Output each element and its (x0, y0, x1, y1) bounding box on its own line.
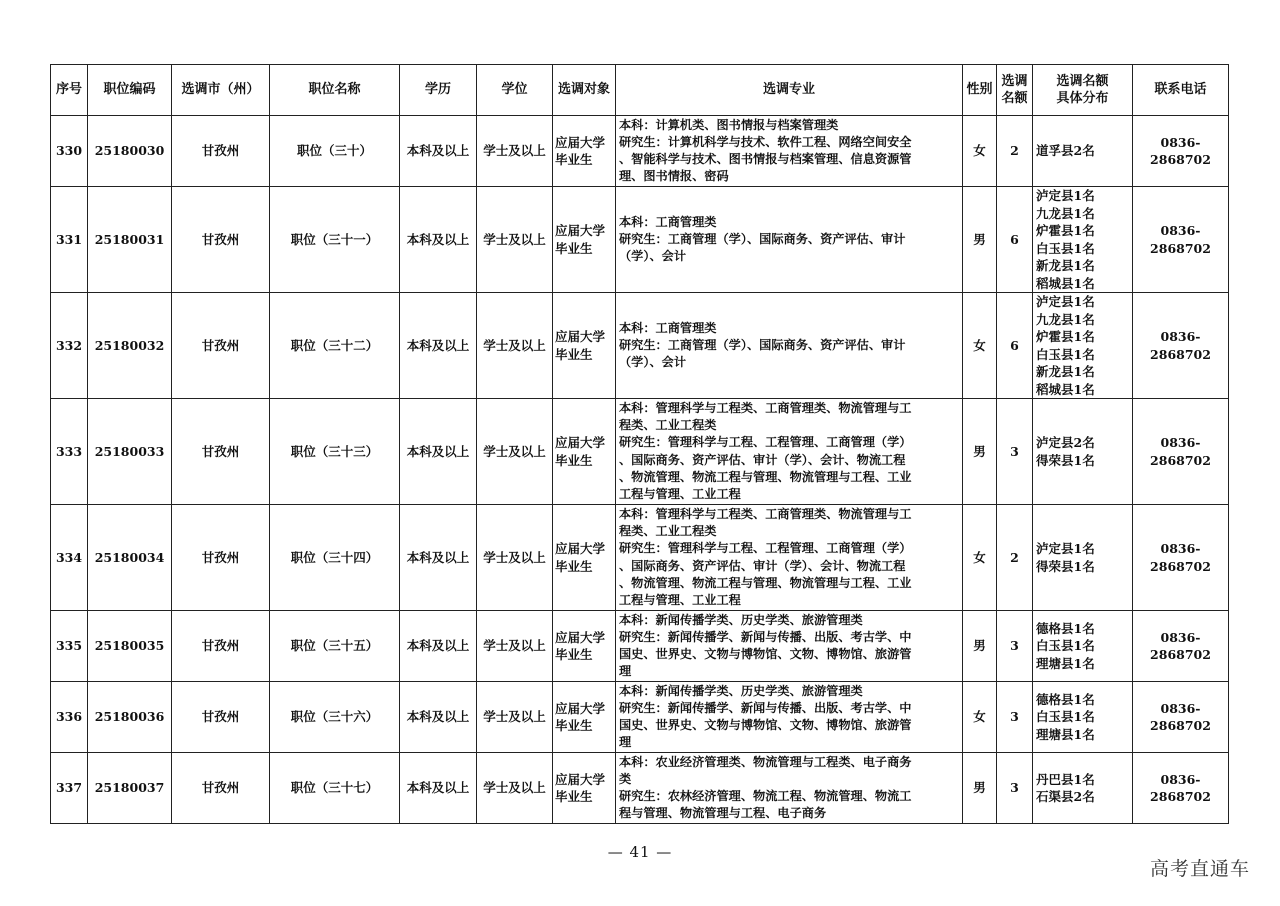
cell-position: 职位（三十一） (270, 187, 400, 293)
major-line: 理、图书情报、密码 (619, 169, 729, 184)
target-line: 应届大学 (555, 771, 606, 787)
cell-phone: 0836-2868702 (1133, 505, 1229, 611)
distribution-line: 新龙县1名 (1036, 364, 1095, 379)
major-line: 国史、世界史、文物与博物馆、文物、博物馆、旅游管 (619, 647, 912, 661)
target-line: 毕业生 (555, 789, 593, 804)
cell-code: 25180031 (88, 187, 172, 293)
cell-degree: 学士及以上 (477, 753, 553, 824)
major-line: 本科：管理科学与工程类、工商管理类、物流管理与工 (619, 400, 912, 415)
header-seq: 序号 (51, 65, 88, 116)
distribution-line: 理塘县1名 (1036, 655, 1095, 671)
major-line: 本科：计算机类、图书情报与档案管理类 (619, 117, 839, 132)
major-line: 研究生：计算机科学与技术、软件工程、网络空间安全 (619, 134, 912, 149)
cell-seq: 333 (51, 399, 88, 505)
cell-target (553, 116, 616, 187)
cell-quota: 6 (997, 187, 1033, 293)
cell-seq: 335 (51, 611, 88, 682)
header-distribution (1033, 65, 1133, 116)
cell-quota: 3 (997, 682, 1033, 753)
cell-distribution (1033, 116, 1133, 187)
distribution-line: 白玉县1名 (1036, 709, 1095, 725)
cell-degree: 学士及以上 (477, 293, 553, 399)
target-line: 毕业生 (555, 152, 593, 167)
distribution-line: 稻城县1名 (1036, 381, 1095, 397)
cell-code: 25180033 (88, 399, 172, 505)
major-line: 工程与管理、工业工程 (619, 592, 741, 607)
cell-city: 甘孜州 (172, 505, 270, 611)
distribution-line: 新龙县1名 (1036, 258, 1095, 273)
cell-position: 职位（三十五） (270, 611, 400, 682)
distribution-line: 白玉县1名 (1036, 240, 1095, 256)
header-major: 选调专业 (616, 65, 963, 116)
distribution-line: 得荣县1名 (1036, 558, 1095, 574)
distribution-line: 德格县1名 (1036, 620, 1095, 636)
cell-target (553, 682, 616, 753)
cell-distribution (1033, 505, 1133, 611)
cell-seq: 331 (51, 187, 88, 293)
cell-position: 职位（三十六） (270, 682, 400, 753)
distribution-line: 九龙县1名 (1036, 311, 1095, 327)
cell-degree: 学士及以上 (477, 399, 553, 505)
cell-quota: 6 (997, 293, 1033, 399)
table-row (51, 611, 1229, 682)
distribution-line: 泸定县1名 (1036, 541, 1095, 556)
cell-gender: 男 (963, 611, 997, 682)
header-degree: 学位 (477, 65, 553, 116)
cell-target (553, 187, 616, 293)
cell-major (616, 753, 963, 824)
major-line: 研究生：管理科学与工程、工程管理、工商管理（学） (619, 541, 912, 556)
major-line: 程与管理、物流管理与工程、电子商务 (619, 806, 827, 821)
header-position: 职位名称 (270, 65, 400, 116)
cell-city: 甘孜州 (172, 116, 270, 187)
cell-phone: 0836-2868702 (1133, 116, 1229, 187)
cell-phone: 0836-2868702 (1133, 293, 1229, 399)
distribution-line: 得荣县1名 (1036, 452, 1095, 468)
table-row (51, 682, 1229, 753)
major-line: 研究生：管理科学与工程、工程管理、工商管理（学） (619, 435, 912, 450)
major-line: 本科：新闻传播学类、历史学类、旅游管理类 (619, 683, 863, 698)
cell-quota: 2 (997, 116, 1033, 187)
major-line: 、物流管理、物流工程与管理、物流管理与工程、工业 (619, 469, 912, 484)
cell-gender: 女 (963, 116, 997, 187)
cell-phone: 0836-2868702 (1133, 611, 1229, 682)
cell-seq: 336 (51, 682, 88, 753)
cell-education: 本科及以上 (400, 753, 477, 824)
cell-education: 本科及以上 (400, 293, 477, 399)
major-line: 研究生：新闻传播学、新闻与传播、出版、考古学、中 (619, 629, 912, 644)
cell-quota: 3 (997, 611, 1033, 682)
cell-education: 本科及以上 (400, 399, 477, 505)
major-line: 、物流管理、物流工程与管理、物流管理与工程、工业 (619, 575, 912, 590)
cell-degree: 学士及以上 (477, 505, 553, 611)
header-quota-line: 选调 (1001, 73, 1028, 89)
major-line: 工程与管理、工业工程 (619, 486, 741, 501)
target-line: 毕业生 (555, 718, 593, 733)
cell-position: 职位（三十三） (270, 399, 400, 505)
cell-education: 本科及以上 (400, 611, 477, 682)
cell-phone: 0836-2868702 (1133, 187, 1229, 293)
major-line: 本科：农业经济管理类、物流管理与工程类、电子商务 (619, 754, 912, 769)
target-line: 应届大学 (555, 329, 606, 344)
cell-city: 甘孜州 (172, 187, 270, 293)
cell-major (616, 611, 963, 682)
cell-gender: 男 (963, 187, 997, 293)
cell-seq: 337 (51, 753, 88, 824)
cell-target (553, 505, 616, 611)
cell-education: 本科及以上 (400, 505, 477, 611)
table-header-row (51, 65, 1229, 116)
target-line: 应届大学 (555, 629, 606, 645)
major-line: 理 (619, 664, 632, 679)
distribution-line: 理塘县1名 (1036, 726, 1095, 742)
major-line: 研究生：农林经济管理、物流工程、物流管理、物流工 (619, 789, 912, 803)
cell-phone: 0836-2868702 (1133, 399, 1229, 505)
cell-gender: 女 (963, 682, 997, 753)
major-line: 本科：管理科学与工程类、工商管理类、物流管理与工 (619, 506, 912, 521)
cell-distribution (1033, 611, 1133, 682)
cell-gender: 女 (963, 293, 997, 399)
major-line: 理 (619, 735, 632, 750)
header-phone: 联系电话 (1133, 65, 1229, 116)
cell-code: 25180035 (88, 611, 172, 682)
major-line: 本科：新闻传播学类、历史学类、旅游管理类 (619, 612, 863, 627)
cell-code: 25180032 (88, 293, 172, 399)
major-line: 、智能科学与技术、图书情报与档案管理、信息资源管 (619, 152, 912, 166)
target-line: 应届大学 (555, 541, 606, 556)
cell-distribution (1033, 187, 1133, 293)
target-line: 毕业生 (555, 452, 593, 468)
target-line: 毕业生 (555, 240, 593, 256)
cell-seq: 330 (51, 116, 88, 187)
distribution-line: 道孚县2名 (1036, 143, 1095, 159)
cell-major (616, 293, 963, 399)
table-row (51, 753, 1229, 824)
cell-quota: 3 (997, 753, 1033, 824)
distribution-line: 炉霍县1名 (1036, 223, 1095, 238)
major-line: （学）、会计 (619, 249, 687, 264)
distribution-line: 炉霍县1名 (1036, 329, 1095, 344)
cell-distribution (1033, 753, 1133, 824)
cell-degree: 学士及以上 (477, 116, 553, 187)
target-line: 毕业生 (555, 346, 593, 362)
major-line: 国史、世界史、文物与博物馆、文物、博物馆、旅游管 (619, 718, 912, 732)
cell-phone: 0836-2868702 (1133, 682, 1229, 753)
cell-target (553, 753, 616, 824)
cell-code: 25180037 (88, 753, 172, 824)
distribution-line: 石渠县2名 (1036, 789, 1095, 804)
header-distribution-line: 具体分布 (1056, 91, 1109, 106)
cell-distribution (1033, 399, 1133, 505)
header-gender: 性别 (963, 65, 997, 116)
cell-city: 甘孜州 (172, 399, 270, 505)
major-line: 研究生：新闻传播学、新闻与传播、出版、考古学、中 (619, 700, 912, 715)
cell-position: 职位（三十四） (270, 505, 400, 611)
cell-distribution (1033, 293, 1133, 399)
distribution-line: 九龙县1名 (1036, 205, 1095, 221)
page-number: — 41 — (607, 843, 673, 861)
major-line: 研究生：工商管理（学）、国际商务、资产评估、审计 (619, 337, 906, 352)
cell-gender: 男 (963, 399, 997, 505)
cell-degree: 学士及以上 (477, 682, 553, 753)
cell-city: 甘孜州 (172, 293, 270, 399)
distribution-line: 德格县1名 (1036, 691, 1095, 707)
distribution-line: 泸定县1名 (1036, 294, 1095, 309)
major-line: 程类、工业工程类 (619, 418, 717, 433)
target-line: 毕业生 (555, 647, 593, 662)
target-line: 应届大学 (555, 700, 606, 716)
header-education: 学历 (400, 65, 477, 116)
major-line: 、国际商务、资产评估、审计（学）、会计、物流工程 (619, 558, 906, 573)
cell-quota: 2 (997, 505, 1033, 611)
table-row (51, 187, 1229, 293)
cell-education: 本科及以上 (400, 682, 477, 753)
header-target: 选调对象 (553, 65, 616, 116)
major-line: 本科：工商管理类 (619, 214, 717, 229)
cell-city: 甘孜州 (172, 682, 270, 753)
cell-major (616, 187, 963, 293)
cell-target (553, 293, 616, 399)
cell-phone: 0836-2868702 (1133, 753, 1229, 824)
cell-city: 甘孜州 (172, 611, 270, 682)
cell-position: 职位（三十七） (270, 753, 400, 824)
cell-position: 职位（三十二） (270, 293, 400, 399)
recruitment-table (50, 64, 1229, 824)
cell-distribution (1033, 682, 1133, 753)
cell-code: 25180034 (88, 505, 172, 611)
cell-education: 本科及以上 (400, 187, 477, 293)
cell-position: 职位（三十） (270, 116, 400, 187)
major-line: （学）、会计 (619, 355, 687, 370)
target-line: 应届大学 (555, 223, 606, 238)
major-line: 程类、工业工程类 (619, 524, 717, 539)
cell-gender: 女 (963, 505, 997, 611)
cell-major (616, 116, 963, 187)
major-line: 本科：工商管理类 (619, 320, 717, 335)
header-city: 选调市（州） (172, 65, 270, 116)
watermark-text: 高考直通车 (1149, 858, 1250, 880)
cell-education: 本科及以上 (400, 116, 477, 187)
cell-major (616, 399, 963, 505)
table-row (51, 399, 1229, 505)
major-line: 类 (619, 771, 632, 786)
target-line: 应届大学 (555, 435, 606, 450)
cell-target (553, 399, 616, 505)
cell-code: 25180030 (88, 116, 172, 187)
table-row (51, 116, 1229, 187)
cell-seq: 332 (51, 293, 88, 399)
header-distribution-line: 选调名额 (1056, 73, 1109, 89)
distribution-line: 丹巴县1名 (1036, 771, 1095, 787)
distribution-line: 泸定县2名 (1036, 435, 1095, 450)
table-row (51, 505, 1229, 611)
cell-gender: 男 (963, 753, 997, 824)
cell-major (616, 505, 963, 611)
header-quota-line: 名额 (1001, 91, 1028, 106)
cell-code: 25180036 (88, 682, 172, 753)
table-row (51, 293, 1229, 399)
header-quota (997, 65, 1033, 116)
cell-seq: 334 (51, 505, 88, 611)
cell-major (616, 682, 963, 753)
cell-quota: 3 (997, 399, 1033, 505)
distribution-line: 泸定县1名 (1036, 188, 1095, 203)
distribution-line: 稻城县1名 (1036, 275, 1095, 291)
major-line: 、国际商务、资产评估、审计（学）、会计、物流工程 (619, 452, 906, 467)
distribution-line: 白玉县1名 (1036, 638, 1095, 654)
target-line: 应届大学 (555, 134, 606, 150)
cell-degree: 学士及以上 (477, 187, 553, 293)
major-line: 研究生：工商管理（学）、国际商务、资产评估、审计 (619, 231, 906, 246)
cell-degree: 学士及以上 (477, 611, 553, 682)
cell-target (553, 611, 616, 682)
distribution-line: 白玉县1名 (1036, 346, 1095, 362)
header-code: 职位编码 (88, 65, 172, 116)
target-line: 毕业生 (555, 558, 593, 574)
cell-city: 甘孜州 (172, 753, 270, 824)
